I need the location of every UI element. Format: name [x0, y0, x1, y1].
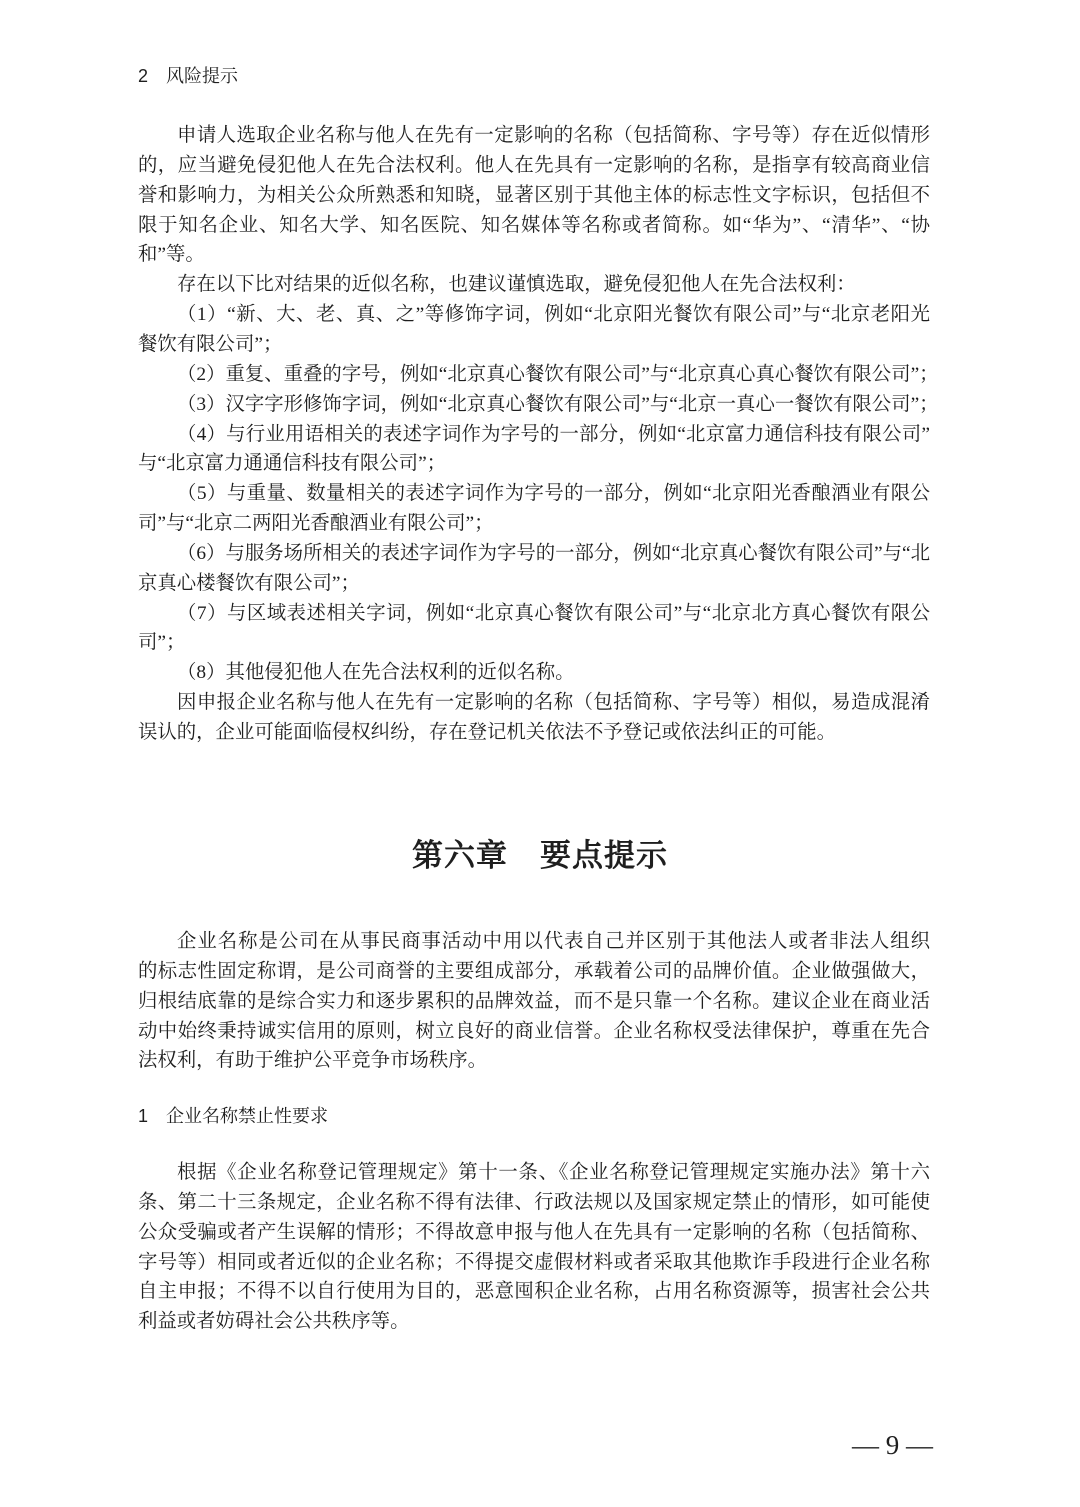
- text-line: 司”；: [138, 632, 186, 654]
- text-line: 归根结底靠的是综合实力和逐步累积的品牌效益，而不是只靠一个名称。建议企业在商业活: [138, 990, 930, 1012]
- text-line: （7）与区域表述相关字词，例如“北京真心餐饮有限公司”与“北京北方真心餐饮有限公: [177, 602, 930, 624]
- text-line: 公众受骗或者产生误解的情形；不得故意申报与他人在先具有一定影响的名称（包括简称、: [138, 1221, 930, 1243]
- text-line: （1）“新、大、老、真、之”等修饰字词，例如“北京阳光餐饮有限公司”与“北京老阳光: [177, 304, 930, 326]
- text-line: 误认的，企业可能面临侵权纠纷，存在登记机关依法不予登记或依法纠正的可能。: [138, 722, 837, 743]
- text-line: 的标志性固定称谓，是公司商誉的主要组成部分，承载着公司的品牌价值。企业做强做大，: [138, 960, 930, 982]
- text-line: （3）汉字字形修饰字词，例如“北京真心餐饮有限公司”与“北京一真心一餐饮有限公司”；: [177, 393, 939, 415]
- text-line: （5）与重量、数量相关的表述字词作为字号的一部分，例如“北京阳光香酿酒业有限公: [177, 483, 930, 505]
- text-line: 和”等。: [138, 244, 205, 266]
- text-line: 条、第二十三条规定，企业名称不得有法律、行政法规以及国家规定禁止的情形，如可能使: [138, 1191, 930, 1213]
- text-line: 餐饮有限公司”；: [138, 333, 283, 355]
- text-line: 字号等）相同或者近似的企业名称；不得提交虚假材料或者采取其他欺诈手段进行企业名称: [138, 1251, 930, 1273]
- text-line: 限于知名企业、知名大学、知名医院、知名媒体等名称或者简称。如“华为”、“清华”、“协: [138, 214, 930, 236]
- text-line: 存在以下比对结果的近似名称，也建议谨慎选取，避免侵犯他人在先合法权利：: [177, 274, 856, 296]
- text-line: 动中始终秉持诚实信用的原则，树立良好的商业信誉。企业名称权受法律保护，尊重在先合: [138, 1020, 930, 1042]
- text-line: （8）其他侵犯他人在先合法权利的近似名称。: [177, 662, 575, 684]
- text-line: 企业名称是公司在从事民商事活动中用以代表自己并区别于其他法人或者非法人组织: [177, 931, 930, 952]
- section-heading-prohibit: 1 企业名称禁止性要求: [138, 1106, 329, 1126]
- text-line: （4）与行业用语相关的表述字词作为字号的一部分，例如“北京富力通信科技有限公司”: [177, 423, 930, 445]
- text-line: 根据《企业名称登记管理规定》第十一条、《企业名称登记管理规定实施办法》第十六: [177, 1162, 930, 1183]
- text-line: 利益或者妨碍社会公共秩序等。: [138, 1311, 410, 1333]
- text-line: （6）与服务场所相关的表述字词作为字号的一部分，例如“北京真心餐饮有限公司”与“北: [177, 542, 930, 564]
- section-heading-risk: 2 风险提示: [138, 66, 239, 86]
- chapter-title: 第六章 要点提示: [412, 838, 668, 873]
- text-line: 与“北京富力通通信科技有限公司”；: [138, 453, 447, 475]
- text-line: 誉和影响力，为相关公众所熟悉和知晓，显著区别于其他主体的标志性文字标识，包括但不: [138, 184, 930, 206]
- text-line: （2）重复、重叠的字号，例如“北京真心餐饮有限公司”与“北京真心真心餐饮有限公司”；: [177, 363, 939, 385]
- text-line: 的，应当避免侵犯他人在先合法权利。他人在先具有一定影响的名称，是指享有较高商业信: [138, 154, 930, 176]
- text-line: 因申报企业名称与他人在先有一定影响的名称（包括简称、字号等）相似，易造成混淆: [177, 692, 930, 714]
- text-line: 京真心楼餐饮有限公司”；: [138, 572, 360, 594]
- text-line: 申请人选取企业名称与他人在先有一定影响的名称（包括简称、字号等）存在近似情形: [177, 125, 930, 146]
- text-line: 法权利，有助于维护公平竞争市场秩序。: [138, 1050, 488, 1072]
- text-line: 自主申报；不得不以自行使用为目的，恶意囤积企业名称，占用名称资源等，损害社会公共: [138, 1281, 930, 1303]
- page-number: — 9 —: [852, 1430, 933, 1460]
- text-line: 司”与“北京二两阳光香酿酒业有限公司”；: [138, 513, 494, 535]
